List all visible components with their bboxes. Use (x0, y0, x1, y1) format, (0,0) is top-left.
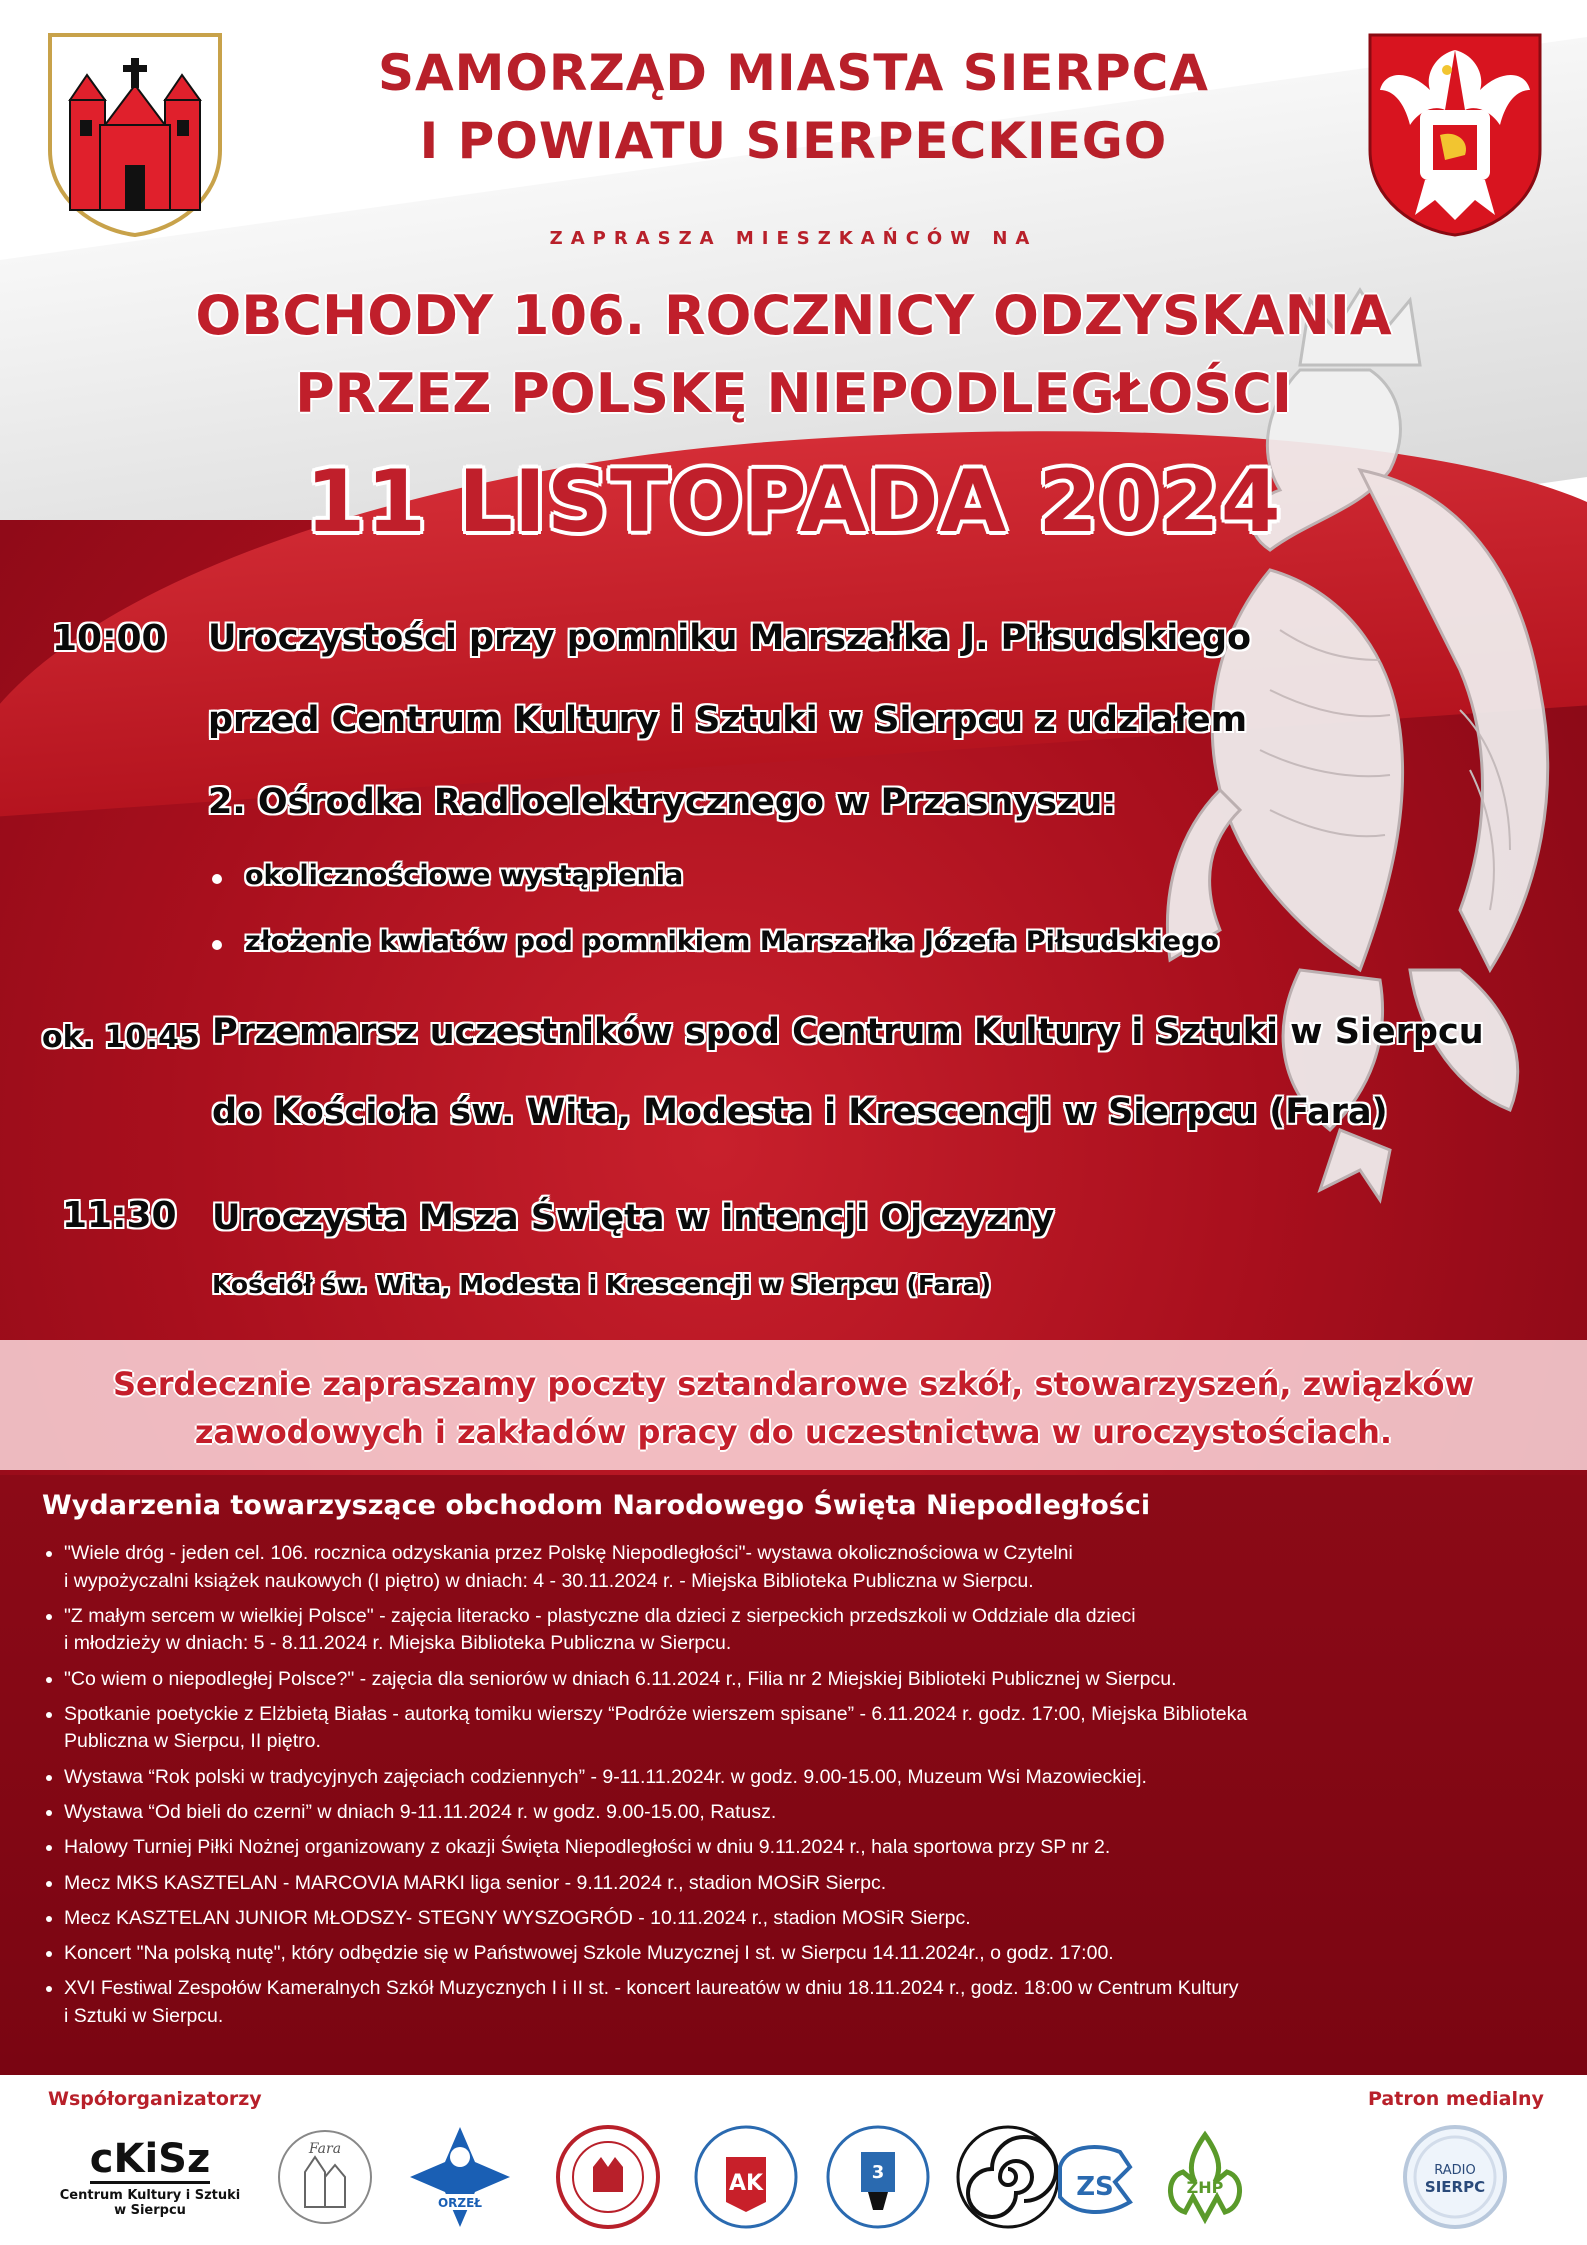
schedule-1-line2: przed Centrum Kultury i Sztuki w Sierpcu z udziałem (208, 700, 1248, 740)
orzel-logo (400, 2122, 520, 2232)
council-badge-icon (553, 2122, 663, 2232)
events-list (42, 1540, 1552, 2038)
svg-text:SIERPC: SIERPC (1424, 2178, 1486, 2196)
list-item: Koncert "Na polską nutę", który odbędzie się w Państwowej Szkole Muzycznej I st. w Sierpcu 14.11.2024r., o godz. 17:00. (42, 1940, 1552, 1968)
schedule-time-3: 11:30 (62, 1195, 177, 1236)
svg-text:ZS: ZS (1076, 2172, 1114, 2202)
coorganizers-label: Współorganizatorzy (48, 2088, 262, 2110)
schedule-3-line2: Kościół św. Wita, Modesta i Krescencji w Sierpcu (Fara) (212, 1270, 992, 1299)
schedule-1-bullet1: okolicznościowe wystąpienia (245, 860, 684, 891)
list-item: "Co wiem o niepodległej Polsce?" - zajęcia dla seniorów w dniach 6.11.2024 r., Filia nr 2 Miejskiej Biblioteki Publicznej w Sierpcu. (42, 1666, 1552, 1694)
schedule-1-line1: Uroczystości przy pomniku Marszałka J. Piłsudskiego (208, 618, 1252, 658)
headline-line2: PRZEZ POLSKĘ NIEPODLEGŁOŚCI (295, 362, 1292, 425)
bullet-dot (212, 940, 222, 950)
list-item: Mecz MKS KASZTELAN - MARCOVIA MARKI liga senior - 9.11.2024 r., stadion MOSiR Sierpc. (42, 1870, 1552, 1898)
zhp-lily-icon (1155, 2127, 1255, 2227)
media-patron-label: Patron medialny (1368, 2088, 1544, 2110)
zhp-logo (1150, 2122, 1260, 2232)
events-title: Wydarzenia towarzyszące obchodom Narodowego Święta Niepodległości (42, 1490, 1151, 1521)
military-cross-icon (405, 2122, 515, 2232)
list-item: Wystawa “Od bieli do czerni” w dniach 9-11.11.2024 r. w godz. 9.00-15.00, Ratusz. (42, 1799, 1552, 1827)
ak-badge-icon (691, 2122, 801, 2232)
radio-badge-icon (1400, 2122, 1510, 2232)
schedule-3-line1: Uroczysta Msza Święta w intencji Ojczyzny (212, 1198, 1055, 1238)
event-date: 11 LISTOPADA 2024 (305, 452, 1282, 552)
schedule-2-line1: Przemarsz uczestników spod Centrum Kultury i Sztuki w Sierpcu (212, 1012, 1484, 1052)
schedule-1-bullet2: złożenie kwiatów pod pomnikiem Marszałka Józefa Piłsudskiego (245, 926, 1219, 957)
schedule-time-1: 10:00 (52, 618, 167, 659)
schedule-1-line3: 2. Ośrodka Radioelektrycznego w Przasnyszu: (208, 782, 1117, 822)
fara-church-icon (275, 2127, 375, 2227)
list-item: Spotkanie poetyckie z Elżbietą Białas - autorką tomiku wierszy “Podróże wierszem spisane” - 6.11.2024 r. godz. 17:00, Miejska Biblioteka Publiczna w Sierpcu, II piętro. (42, 1701, 1552, 1756)
banner-line2: zawodowych i zakładów pracy do uczestnictwa w uroczystościach. (194, 1413, 1393, 1451)
invite-line: ZAPRASZA MIESZKAŃCÓW NA (549, 228, 1038, 249)
banner-line1: Serdecznie zapraszamy poczty sztandarowe szkół, stowarzyszeń, związków (112, 1365, 1475, 1403)
svg-text:Fara: Fara (308, 2141, 342, 2157)
school-ak-logo (686, 2122, 806, 2232)
school-sp3-logo (818, 2122, 938, 2232)
svg-text:RADIO: RADIO (1434, 2163, 1476, 2178)
list-item: "Z małym sercem w wielkiej Polsce" - zajęcia literacko - plastyczne dla dzieci z sierpeckich przedszkoli w Oddziale dla dzieci i młodzieży w dniach: 5 - 8.11.2024 r. Miejska Biblioteka Publiczna w Sierpcu. (42, 1603, 1552, 1658)
svg-text:ORZEŁ: ORZEŁ (437, 2196, 483, 2210)
zs-logo (1040, 2122, 1150, 2232)
radio-sierpc-logo (1395, 2122, 1515, 2232)
list-item: Wystawa “Rok polski w tradycyjnych zajęciach codziennych” - 9-11.11.2024r. w godz. 9.00-15.00, Muzeum Wsi Mazowieckiej. (42, 1764, 1552, 1792)
schedule-2-line2: do Kościoła św. Wita, Modesta i Krescencji w Sierpcu (Fara) (212, 1092, 1388, 1132)
list-item: Mecz KASZTELAN JUNIOR MŁODSZY- STEGNY WYSZOGRÓD - 10.11.2024 r., stadion MOSiR Sierpc. (42, 1905, 1552, 1933)
organizer-title-line2: I POWIATU SIERPECKIEGO (419, 112, 1168, 170)
zs-badge-icon (1045, 2127, 1145, 2227)
list-item: XVI Festiwal Zespołów Kameralnych Szkół Muzycznych I i II st. - koncert laureatów w dniu 18.11.2024 r., godz. 18:00 w Centrum Kultury i Sztuki w Sierpcu. (42, 1975, 1552, 2030)
ckis-logo: cKiSz Centrum Kultury i Sztuki w Sierpcu (59, 2135, 241, 2218)
svg-text:3: 3 (871, 2162, 885, 2183)
schedule-time-2: ok. 10:45 (42, 1020, 200, 1055)
organizer-title-line1: SAMORZĄD MIASTA SIERPCA (377, 44, 1210, 102)
svg-text:ZHP: ZHP (1186, 2178, 1224, 2197)
sp3-badge-icon (823, 2122, 933, 2232)
list-item: Halowy Turniej Piłki Nożnej organizowany z okazji Święta Niepodległości w dniu 9.11.2024 r., hala sportowa przy SP nr 2. (42, 1834, 1552, 1862)
list-item: "Wiele dróg - jeden cel. 106. rocznica odzyskania przez Polskę Niepodległości"- wystawa okolicznościowa w Czytelni i wypożyczalni książek naukowych (I piętro) w dniach: 4 - 30.11.2024 r. - Miejska Biblioteka Publiczna w Sierpcu. (42, 1540, 1552, 1595)
svg-text:AK: AK (728, 2171, 764, 2196)
fara-logo (270, 2122, 380, 2232)
city-council-logo (548, 2122, 668, 2232)
bullet-dot (212, 874, 222, 884)
headline-line1: OBCHODY 106. ROCZNICY ODZYSKANIA (195, 284, 1392, 347)
